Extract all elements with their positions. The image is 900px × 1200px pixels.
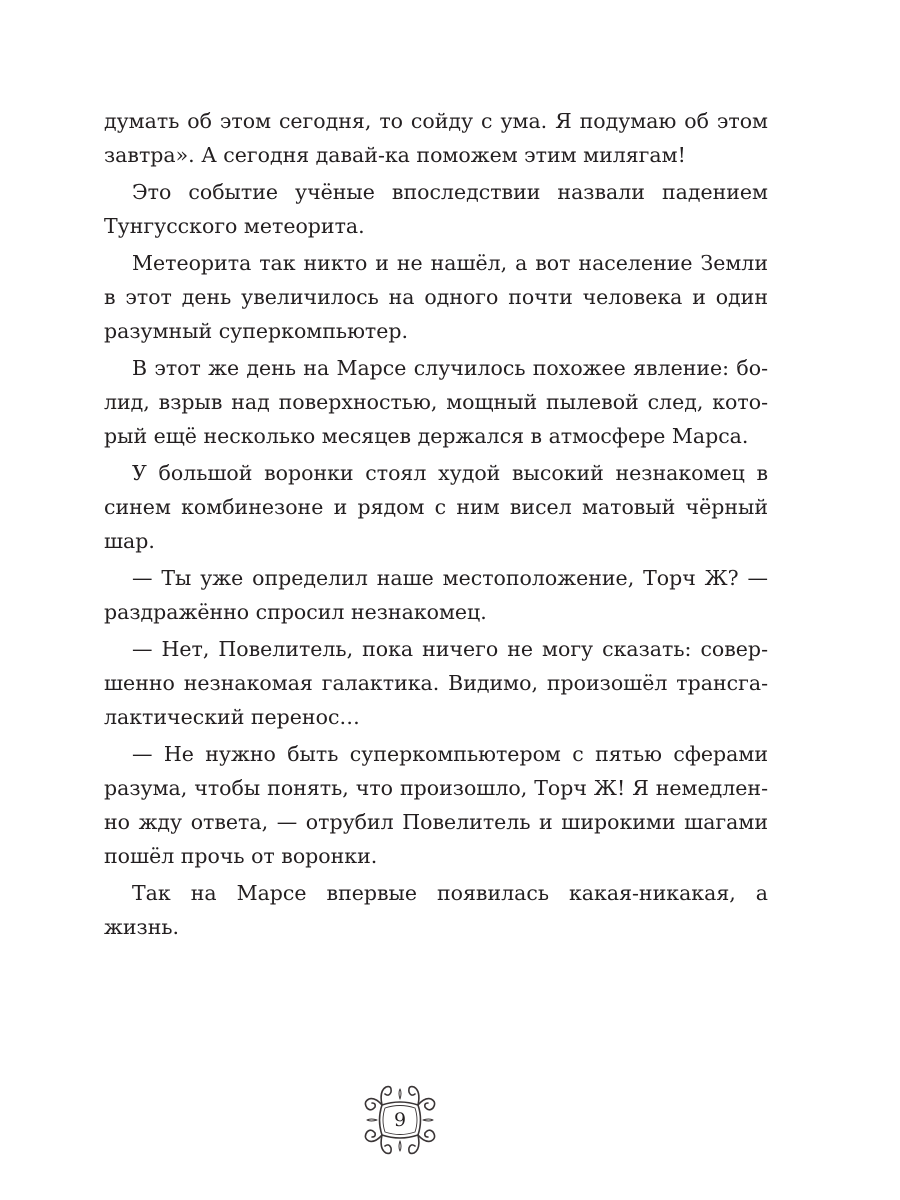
body-text	[104, 104, 768, 947]
paragraph-2: Это событие учёные впоследствии назвали падением Тунгусского метеорита.	[104, 180, 768, 238]
paragraph-5: У большой воронки стоял худой высокий незнакомец в синем комбинезоне и рядом с ним висел матовый чёрный шар.	[104, 461, 768, 553]
paragraph-8: — Не нужно быть суперкомпьютером с пятью сферами разума, чтобы понять, что произошло, Торч Ж! Я немедленно жду ответа, — отрубил Повелитель и широкими шагами пошёл прочь от воронки.	[104, 742, 768, 868]
paragraph-1: думать об этом сегодня, то сойду с ума. Я подумаю об этом завтра». А сегодня давай-ка поможем этим милягам!	[104, 109, 768, 167]
paragraph-3: Метеорита так никто и не нашёл, а вот население Земли в этот день увеличилось на одного почти человека и один разумный суперкомпьютер.	[104, 251, 768, 343]
paragraph-7: — Нет, Повелитель, пока ничего не могу сказать: совершенно незнакомая галактика. Видимо, произошёл трансгалактический перенос…	[104, 637, 768, 729]
page-number: 9	[393, 1109, 407, 1131]
paragraph-9: Так на Марсе впервые появилась какая-никакая, а жизнь.	[104, 881, 768, 939]
paragraph-6: — Ты уже определил наше местоположение, Торч Ж? — раздражённо спросил незнакомец.	[104, 566, 768, 624]
page-number-ornament	[355, 1075, 445, 1165]
paragraph-4: В этот же день на Марсе случилось похожее явление: болид, взрыв над поверхностью, мощный пылевой след, который ещё несколько месяцев держался в атмосфере Марса.	[104, 356, 768, 448]
